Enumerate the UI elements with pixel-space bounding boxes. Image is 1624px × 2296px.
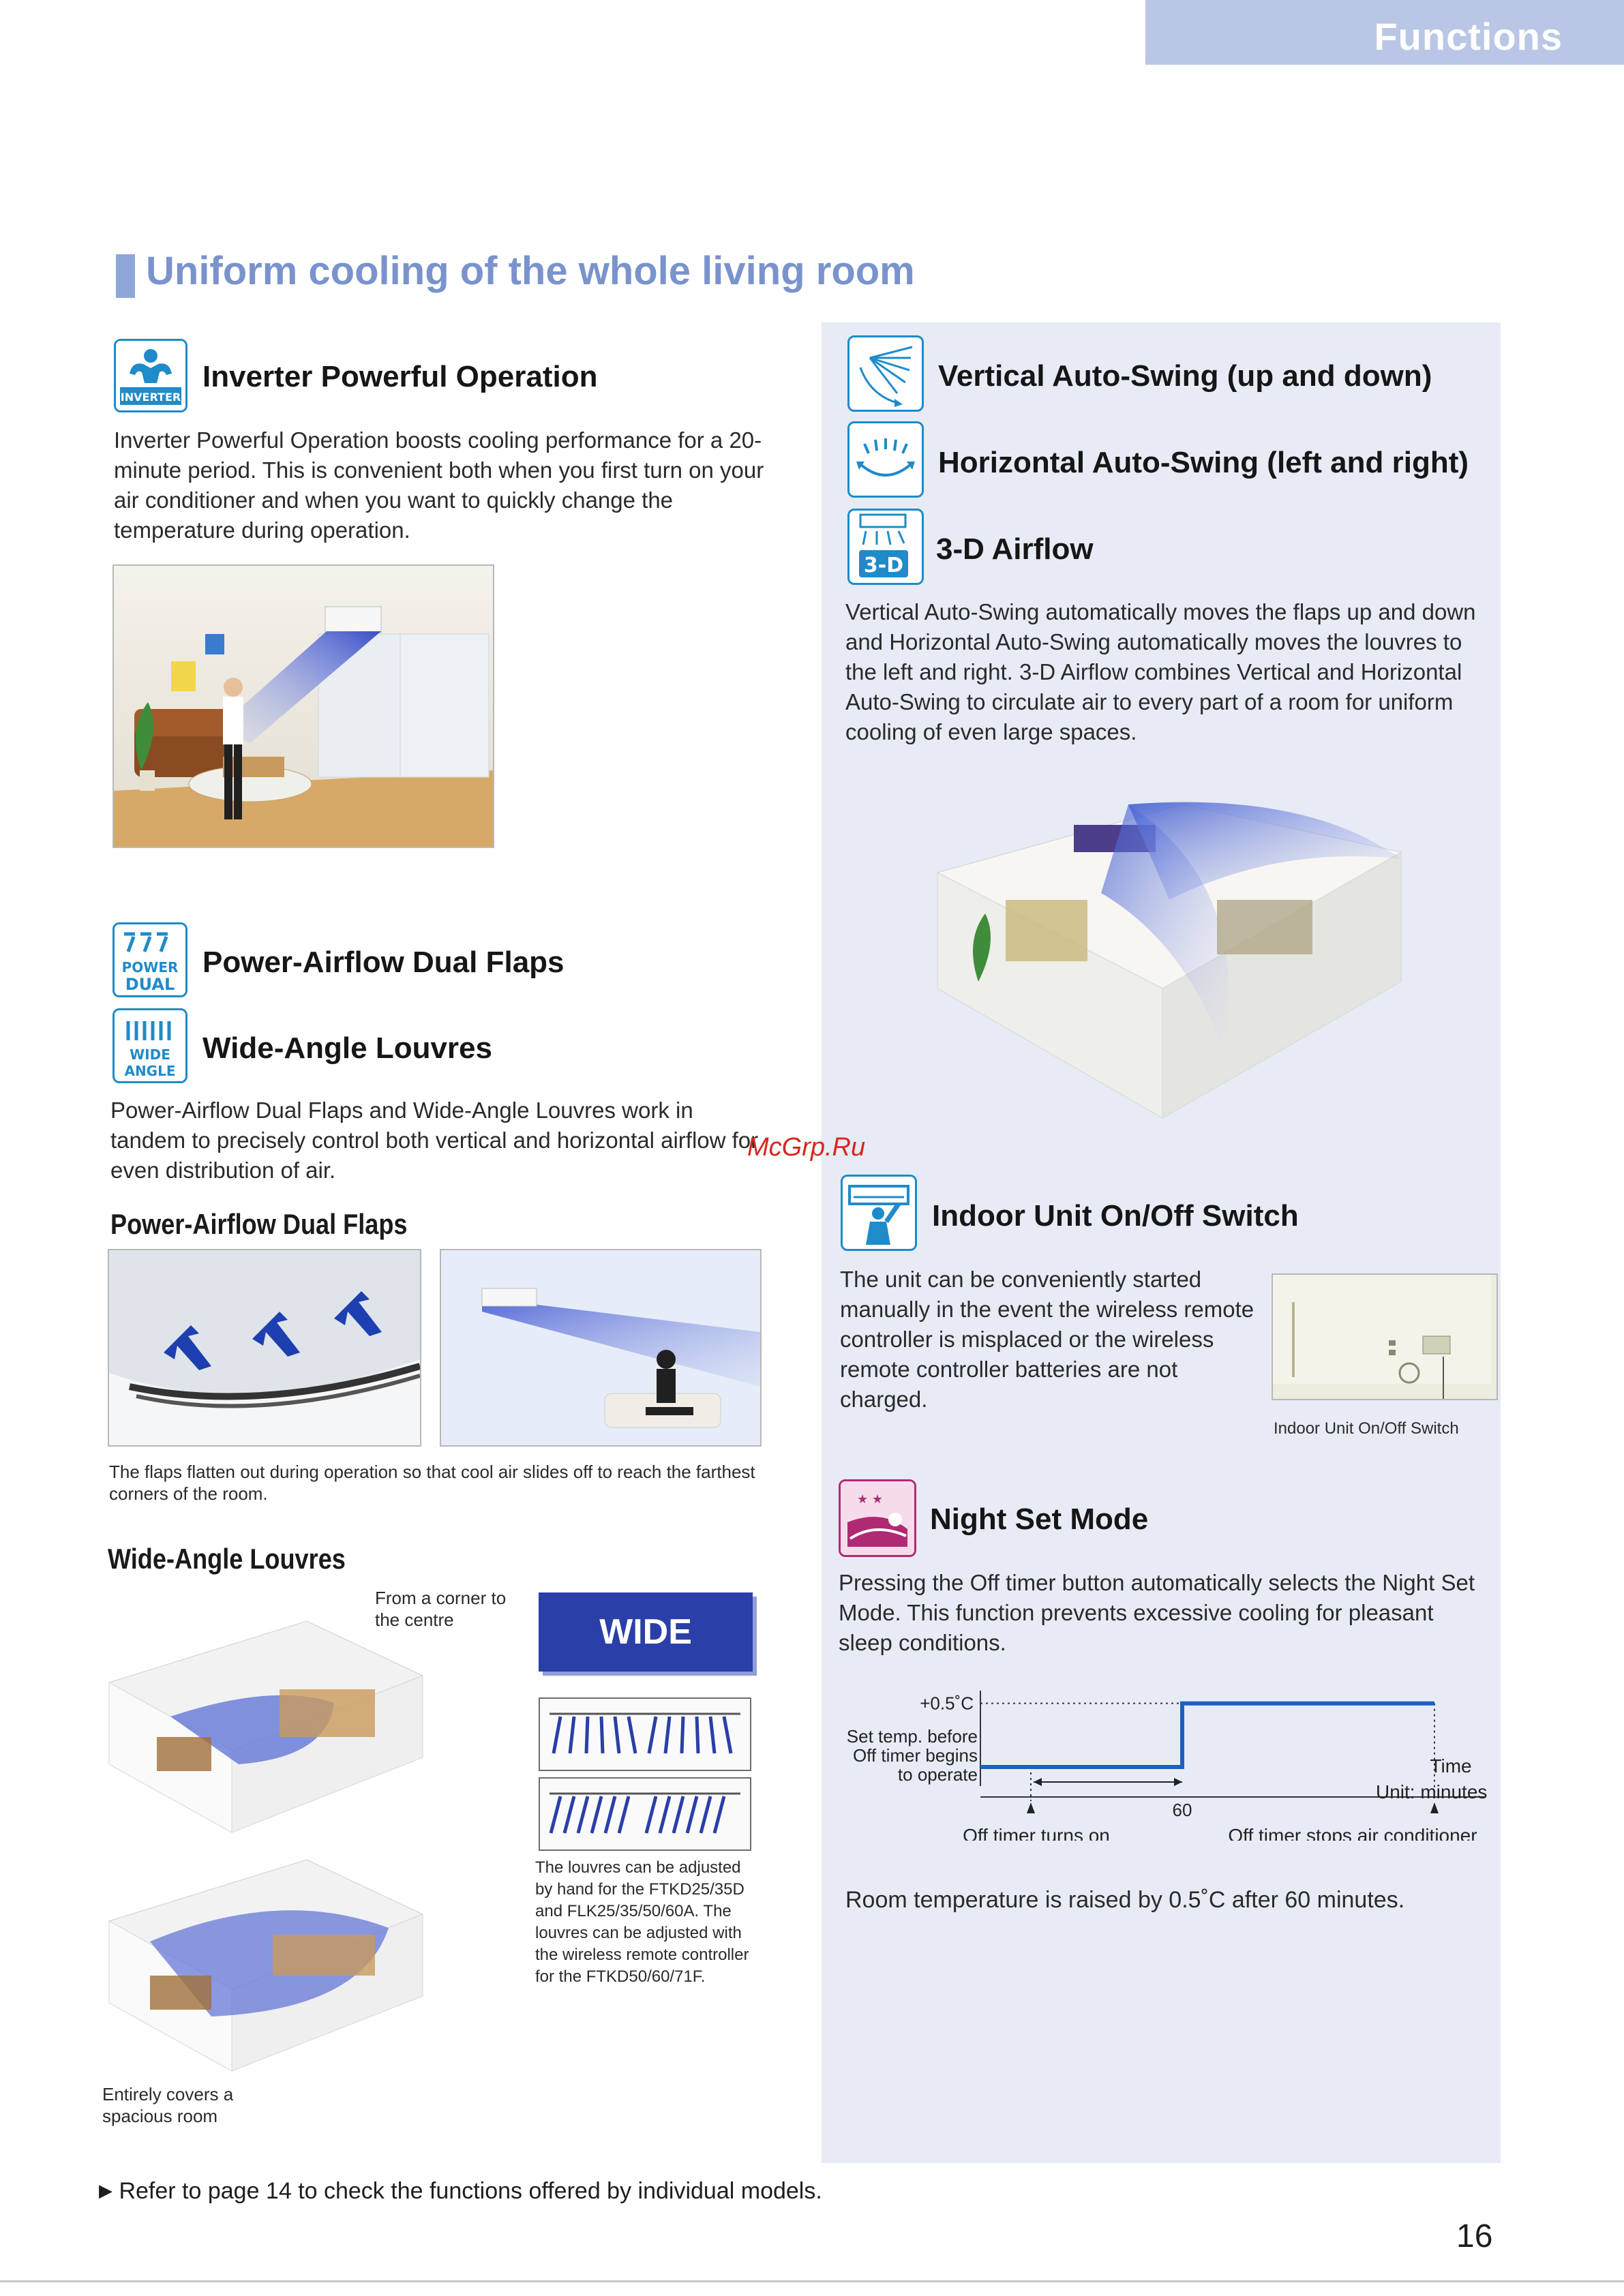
inverter-text: Inverter Powerful Operation boosts cooling performance for a 20-minute period. This is convenient both when you first turn on your air conditioner and when you want to quickly change the temperature during operation. <box>114 427 764 543</box>
chart-x-label: Time <box>1430 1755 1472 1777</box>
indoor-switch-title: Indoor Unit On/Off Switch <box>932 1199 1299 1233</box>
footer-note-text: Refer to page 14 to check the functions offered by individual models. <box>119 2178 822 2204</box>
airflow-3d-icon <box>847 509 924 585</box>
airflow-3d-icon-label: 3-D <box>863 554 904 577</box>
wide-angle-title: Wide-Angle Louvres <box>202 1031 492 1065</box>
chart-y-low-label-2: Off timer begins <box>852 1745 978 1766</box>
flaps-heading: Power-Airflow Dual Flaps <box>110 1208 408 1240</box>
airflow-3d-illustration <box>924 764 1415 1132</box>
night-set-text: Pressing the Off timer button automatically selects the Night Set Mode. This function prevents excessive cooling for pleasant sleep conditions. <box>839 1570 1475 1655</box>
night-set-title: Night Set Mode <box>930 1502 1149 1536</box>
wide-angle-icon-top: WIDE <box>130 1046 170 1063</box>
night-set-chart <box>830 1684 1499 1841</box>
wide-angle-badge: WIDE <box>539 1592 753 1672</box>
power-dual-icon-top: POWER <box>121 959 179 976</box>
flaps-unit-photo <box>108 1249 421 1447</box>
louvres-heading: Wide-Angle Louvres <box>108 1543 346 1575</box>
louvres-note: The louvres can be adjusted by hand for the FTKD25/35D and FLK25/35/50/60A. The louvres can be adjusted with the wireless remote controller for the FTKD50/60/71F. <box>535 1858 749 1986</box>
louvre-diagram-top <box>539 1697 751 1771</box>
night-set-icon <box>839 1479 916 1557</box>
louvres-corner-illustration <box>102 1601 430 1839</box>
indoor-switch-icon <box>841 1175 917 1251</box>
wide-angle-text: Power-Airflow Dual Flaps and Wide-Angle Louvres work in tandem to precisely control both vertical and horizontal airflow for even distribution of air. <box>110 1098 759 1183</box>
flaps-caption: The flaps flatten out during operation so that cool air slides off to reach the farthest corners of the room. <box>109 1462 755 1504</box>
louvres-corner-label: From a corner to the centre <box>375 1588 507 1630</box>
watermark: McGrp.Ru <box>747 1133 866 1162</box>
chart-y-low-label-3: to operate <box>897 1764 978 1785</box>
section-marker <box>116 254 135 298</box>
power-dual-icon-bottom: DUAL <box>125 975 175 994</box>
section-tab: Functions <box>1145 0 1624 65</box>
louvre-diagram-bottom <box>539 1777 751 1851</box>
indoor-switch-caption: Indoor Unit On/Off Switch <box>1274 1419 1459 1438</box>
indoor-switch-text: The unit can be conveniently started manually in the event the wireless remote controller is misplaced or the wireless remote controller batteries are not charged. <box>840 1267 1254 1412</box>
bottom-rule <box>0 2280 1624 2282</box>
louvres-room-label: Entirely covers a spacious room <box>102 2084 234 2126</box>
vertical-swing-title: Vertical Auto-Swing (up and down) <box>938 359 1432 393</box>
inverter-title: Inverter Powerful Operation <box>202 360 598 393</box>
inverter-room-photo <box>112 564 494 848</box>
chart-start-marker <box>1027 1802 1035 1813</box>
bullet-triangle-icon: ▶ <box>99 2180 112 2201</box>
svg-text:★ ★: ★ ★ <box>857 1492 883 1507</box>
airflow-3d-title: 3-D Airflow <box>936 532 1094 566</box>
section-title: Uniform cooling of the whole living room <box>146 249 915 293</box>
horizontal-swing-icon <box>847 421 924 498</box>
indoor-switch-photo <box>1272 1273 1498 1400</box>
chart-y-low-label-1: Set temp. before <box>846 1726 978 1747</box>
footer-note <box>99 2178 822 2205</box>
airflow-3d-text: Vertical Auto-Swing automatically moves the flaps up and down and Horizontal Auto-Swing automatically moves the louvres to the left and right. 3-D Airflow combines Vertical and Horizontal Auto-Swing to circulate air to every part of a room for uniform cooling of even large spaces. <box>845 599 1476 744</box>
night-set-note: Room temperature is raised by 0.5˚C after 60 minutes. <box>845 1887 1405 1913</box>
vertical-swing-icon <box>847 335 924 412</box>
chart-x-tick-60: 60 <box>1172 1800 1192 1820</box>
page-number: 16 <box>1456 2218 1493 2254</box>
dual-flaps-title: Power-Airflow Dual Flaps <box>202 946 565 979</box>
wide-angle-icon <box>112 1008 187 1083</box>
louvres-room-illustration <box>102 1839 430 2078</box>
chart-series-line <box>980 1704 1434 1767</box>
chart-end-marker <box>1430 1802 1439 1813</box>
horizontal-swing-title: Horizontal Auto-Swing (left and right) <box>938 446 1469 479</box>
flaps-room-photo <box>440 1249 762 1447</box>
inverter-icon <box>114 339 187 412</box>
chart-duration-arrow-left <box>1034 1778 1042 1786</box>
chart-duration-arrow-right <box>1174 1778 1182 1786</box>
inverter-icon-label: INVERTER <box>120 391 181 404</box>
chart-annotation-start: Off timer turns on <box>963 1825 1110 1841</box>
chart-y-high-label: +0.5˚C <box>920 1693 974 1714</box>
chart-unit-label: Unit: minutes <box>1376 1781 1488 1802</box>
power-dual-icon <box>112 922 187 997</box>
wide-angle-icon-bottom: ANGLE <box>124 1063 176 1079</box>
chart-annotation-end: Off timer stops air conditioner <box>1228 1825 1477 1841</box>
